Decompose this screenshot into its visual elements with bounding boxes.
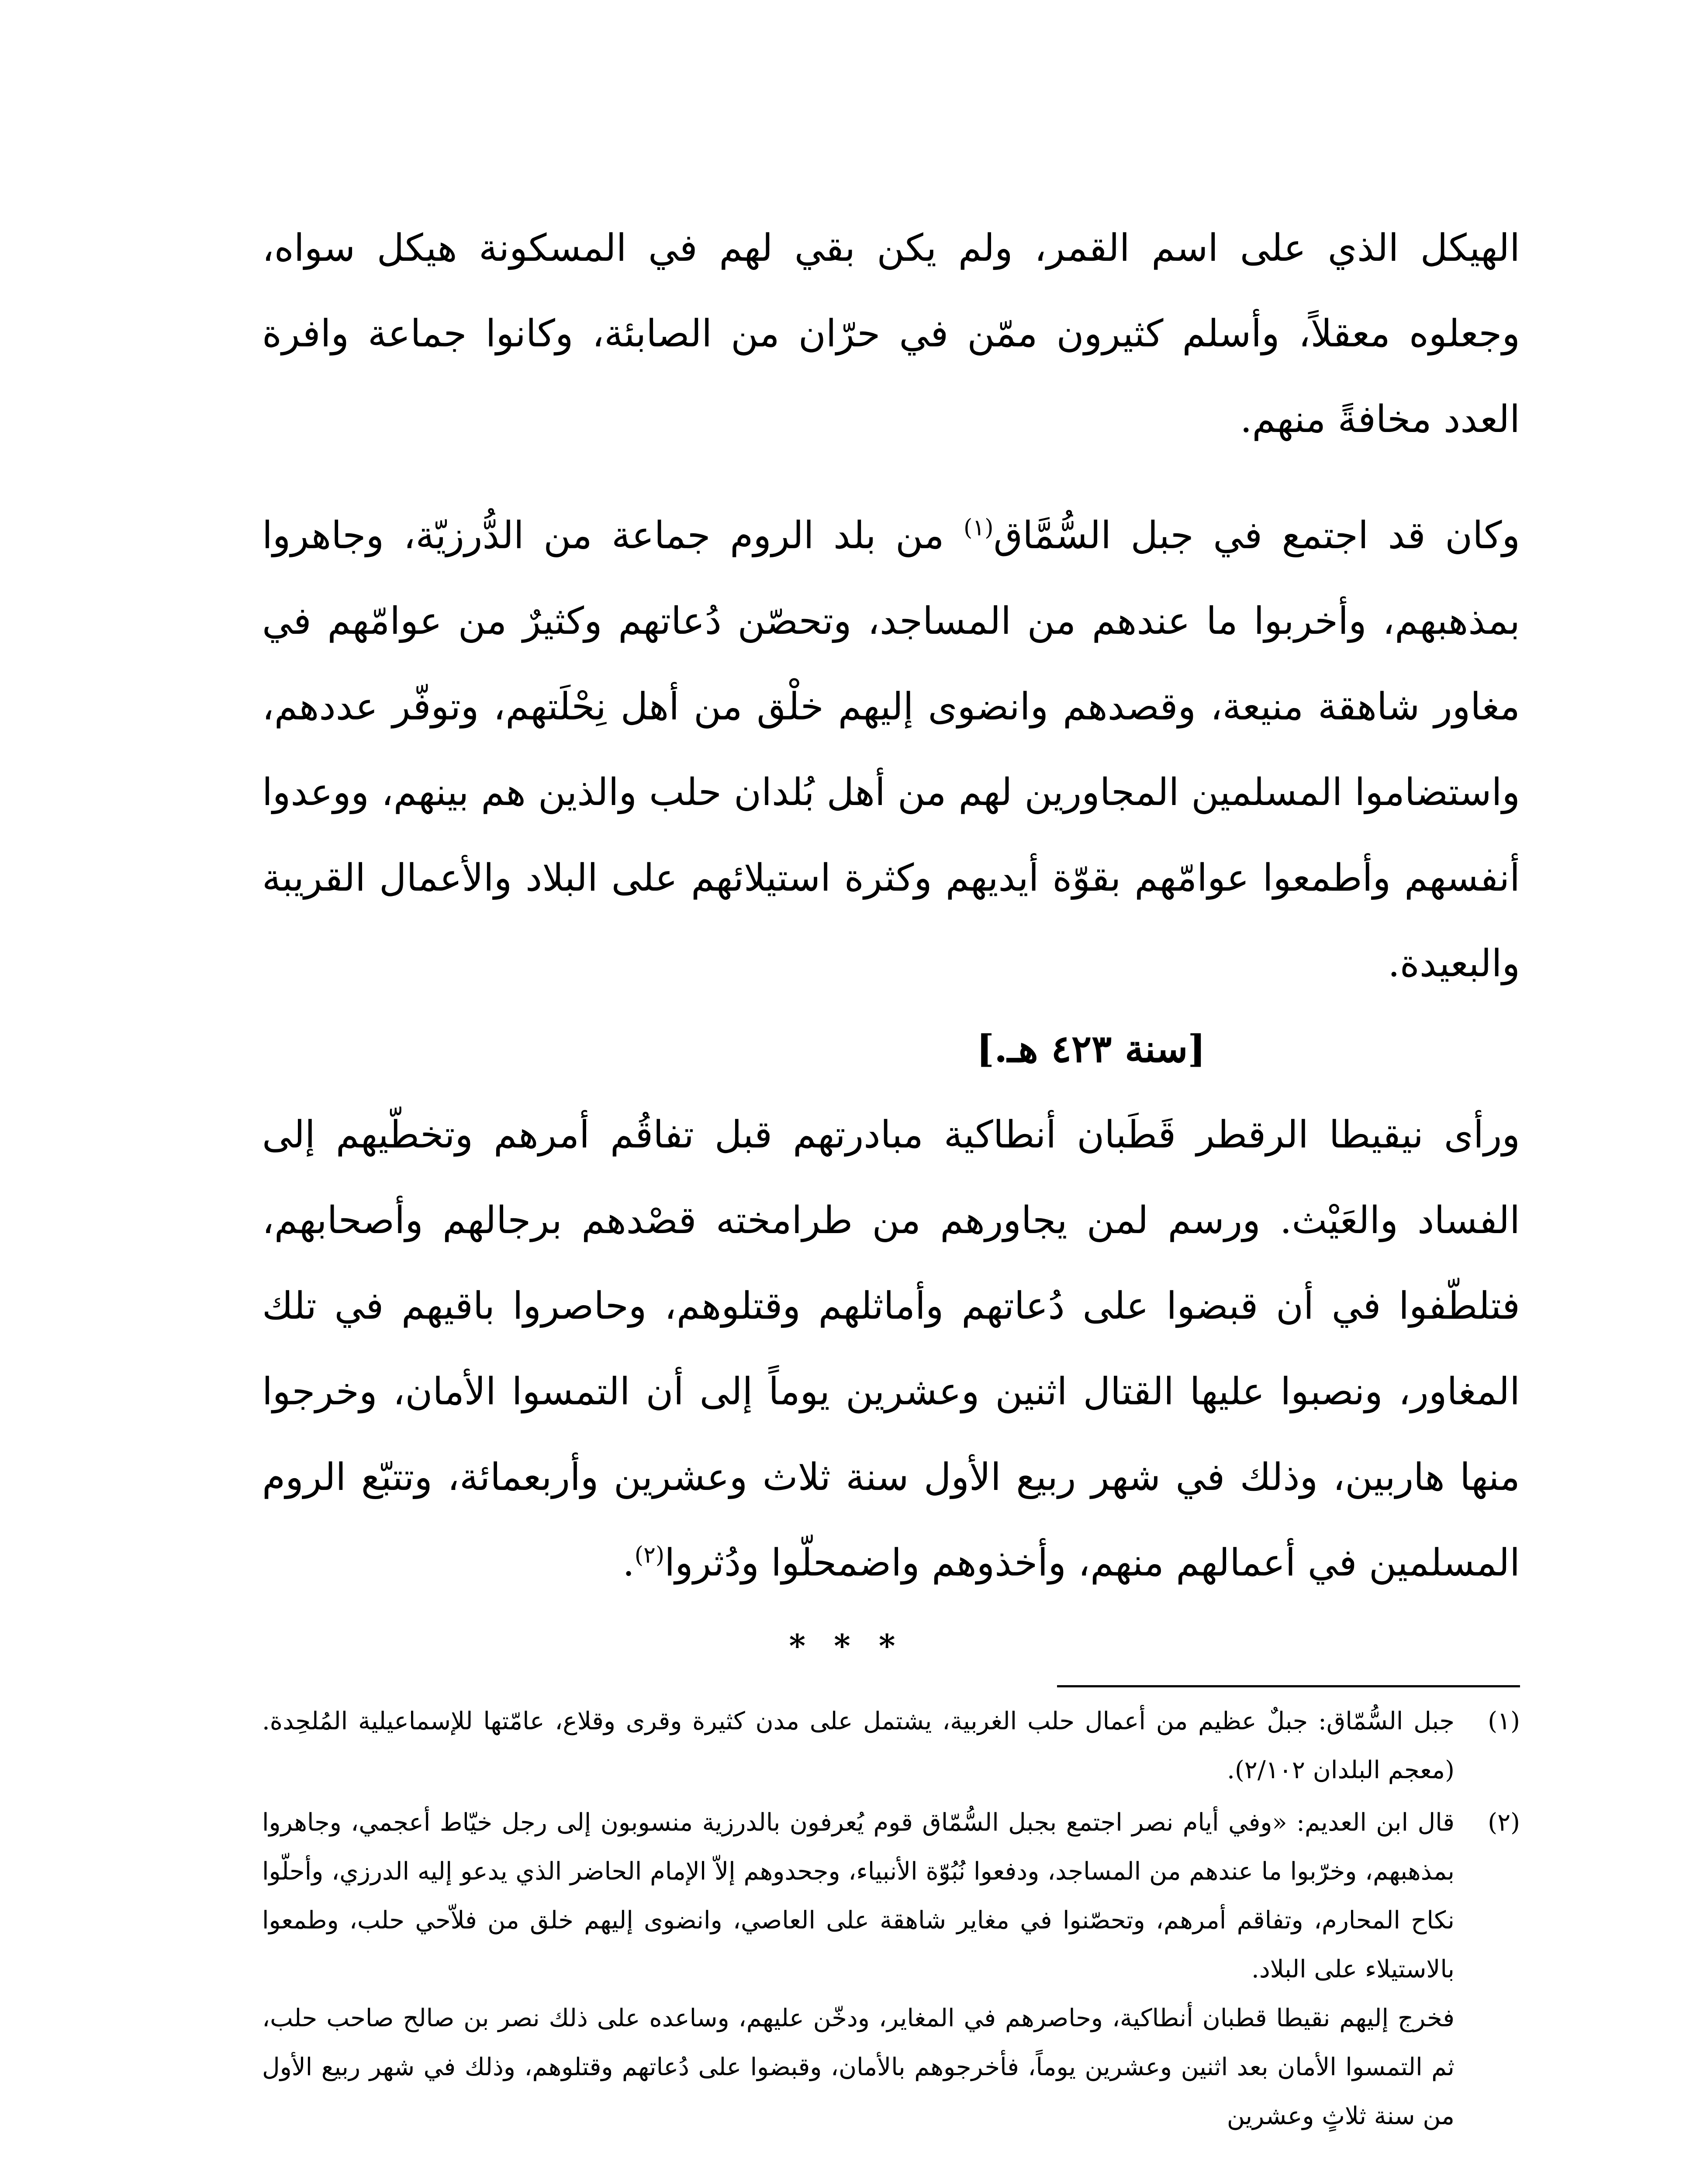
- paragraph-2-rest: من بلد الروم جماعة من الدُّرزيّة، وجاهروا بمذهبهم، وأخربوا ما عندهم من المساجد، وتحصّن دُعاتهم وكثيرٌ من عوامّهم في مغاور شاهقة منيعة، وقصدهم وانضوى إليهم خلْق من أهل نِحْلَتهم، وتوفّر عددهم، واستضاموا المسلمين المجاورين لهم من أهل بُلدان حلب والذين هم بينهم، ووعدوا أنفسهم وأطمعوا عوامّهم بقوّة أيديهم وكثرة استيلائهم على البلاد والأعمال القريبة والبعيدة.: [262, 514, 1520, 985]
- footnote-ref-1[interactable]: (١): [964, 515, 994, 541]
- footnote-number: (١): [1488, 1707, 1520, 1735]
- main-text: [262, 205, 1520, 1606]
- footnote-ref-2[interactable]: (٢): [634, 1542, 665, 1569]
- footnote-divider: [1057, 1685, 1520, 1687]
- year-heading: [سنة ٤٢٣ هـ.]: [976, 1027, 1206, 1071]
- footnote-2: [262, 1798, 1520, 1994]
- paragraph-3-end: .: [622, 1541, 635, 1585]
- paragraph-3: [262, 1092, 1520, 1606]
- paragraph-3-main: ورأى نيقيطا الرقطر قَطَبان أنطاكية مبادرتهم قبل تفاقُم أمرهم وتخطّيهم إلى الفساد والعَيْث. ورسم لمن يجاورهم من طرامخته قصْدهم برجالهم وأصحابهم، فتلطّفوا في أن قبضوا على دُعاتهم وأماثلهم وقتلوهم، وحاصروا باقيهم في تلك المغاور، ونصبوا عليها القتال اثنين وعشرين يوماً إلى أن التمسوا الأمان، وخرجوا منها هاربين، وذلك في شهر ربيع الأول سنة ثلاث وعشرين وأربعمائة، وتتبّع الروم المسلمين في أعمالهم منهم، وأخذوهم واضمحلّوا ودُثروا: [262, 1113, 1520, 1585]
- footnote-text: قال ابن العديم: «وفي أيام نصر اجتمع بجبل السُّمّاق قوم يُعرفون بالدرزية منسوبون إلى رجل خيّاط أعجمي، وجاهروا بمذهبهم، وخرّبوا ما عندهم من المساجد، ودفعوا نُبُوّة الأنبياء، وجحدوهم إلاّ الإمام الحاضر الذي يدعو إليه الدرزي، وأحلّوا نكاح المحارم، وتفاقم أمرهم، وتحصّنوا في مغاير شاهقة على العاصي، وانضوى إليهم خلق من فلاّحي حلب، وطمعوا بالاستيلاء على البلاد.: [262, 1808, 1455, 1984]
- section-separator: * * *: [789, 1627, 904, 1664]
- footnote-1: [262, 1697, 1520, 1795]
- footnote-text: جبل السُّمّاق: جبلٌ عظيم من أعمال حلب الغربية، يشتمل على مدن كثيرة وقرى وقلاع، عامّتها للإسماعيلية المُلحِدة. (معجم البلدان ٢/١٠٢).: [262, 1707, 1455, 1784]
- paragraph-2-start: وكان قد اجتمع في جبل السُّمَّاق: [993, 514, 1520, 557]
- footnotes-section: [262, 1697, 1520, 2141]
- paragraph-1: الهيكل الذي على اسم القمر، ولم يكن بقي لهم في المسكونة هيكل سواه، وجعلوه معقلاً، وأسلم كثيرون ممّن في حرّان من الصابئة، وكانوا جماعة وافرة العدد مخافةً منهم.: [262, 226, 1520, 441]
- paragraph-2: [262, 493, 1520, 1006]
- footnote-number: (٢): [1488, 1808, 1520, 1837]
- footnote-2-continuation: فخرج إليهم نقيطا قطبان أنطاكية، وحاصرهم في المغاير، ودخّن عليهم، وساعده على ذلك نصر بن صالح صاحب حلب، ثم التمسوا الأمان بعد اثنين وعشرين يوماً، فأخرجوهم بالأمان، وقبضوا على دُعاتهم وقتلوهم، وذلك في شهر ربيع الأول من سنة ثلاثٍ وعشرين: [262, 2004, 1455, 2130]
